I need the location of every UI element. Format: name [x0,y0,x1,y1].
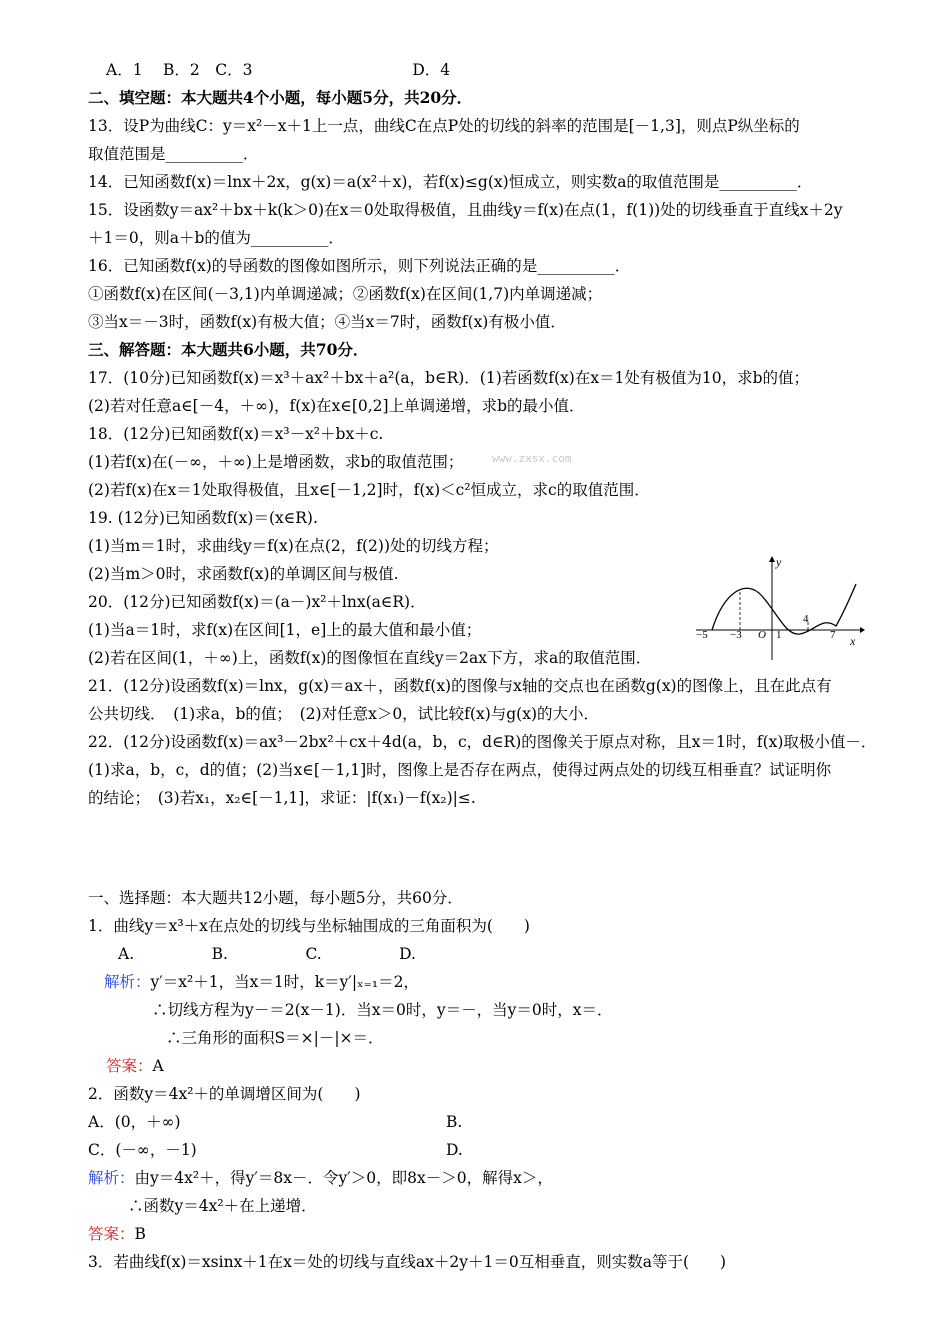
tick-1: 1 [776,629,782,641]
answer-value: A [152,1057,164,1075]
x-axis-arrow [860,627,865,633]
derivative-graph [690,552,865,662]
question-2-option-a: A．(0，＋∞) [88,1113,181,1131]
question-1-options: A. B. C. D. [118,945,416,963]
question-2: 2．函数y＝4x²＋的单调增区间为( ) [88,1085,361,1103]
analysis-label-2: 解析： [88,1169,135,1187]
tick-neg3: −3 [730,629,742,641]
question-13-cont: 取值范围是__________． [88,145,259,163]
answer-label-2: 答案： [88,1225,135,1243]
question-19: 19. (12分)已知函数f(x)＝(x∈R). [88,509,318,527]
watermark: www.zxsx.com [492,452,572,465]
analysis-label: 解析： [104,973,151,991]
question-1: 1．曲线y＝x³＋x在点处的切线与坐标轴围成的三角面积为( ) [88,917,530,935]
question-20-part2: (2)若在区间(1，＋∞)上，函数f(x)的图像恒在直线y＝2ax下方，求a的取值范围． [88,649,652,667]
analysis-text: y′＝x²＋1，当x＝1时，k＝y′|ₓ₌₁＝2， [150,973,419,991]
question-22-part3: 的结论； (3)若x₁，x₂∈[－1,1]，求证：|f(x₁)－f(x₂)|≤. [88,789,476,807]
question-16-items-1: ①函数f(x)在区间(－3,1)内单调递减；②函数f(x)在区间(1,7)内单调递减； [88,285,603,303]
question-17-part2: (2)若对任意a∈[－4，＋∞)，f(x)在x∈[0,2]上单调递增，求b的最小值． [88,397,585,415]
question-17: 17．(10分)已知函数f(x)＝x³＋ax²＋bx＋a²(a，b∈R)．(1)若函数f(x)在x＝1处有极值为10，求b的值； [88,369,810,387]
analysis-step-2: ∴切线方程为y－＝2(x－1)．当x＝0时，y＝－，当y＝0时，x＝． [152,1001,613,1019]
x-axis-label: x [850,634,856,648]
question-16-items-2: ③当x＝－3时，函数f(x)有极大值；④当x＝7时，函数f(x)有极小值． [88,313,566,331]
question-3: 3．若曲线f(x)＝xsinx＋1在x＝处的切线与直线ax＋2y＋1＝0互相垂直，则实数a等于( ) [88,1253,727,1271]
tick-origin: O [758,629,766,641]
section-heading-fill-in: 二、填空题：本大题共4个小题，每小题5分，共20分． [88,88,473,107]
question-2-option-d: D. [446,1141,463,1159]
derivative-curve [712,584,856,634]
answer-label: 答案： [106,1057,153,1075]
question-18-part1: (1)若f(x)在(－∞，＋∞)上是增函数，求b的取值范围； [88,453,464,471]
question-16: 16．已知函数f(x)的导函数的图像如图所示，则下列说法正确的是__________． [88,257,631,275]
question-20: 20．(12分)已知函数f(x)＝(a－)x²＋lnx(a∈R)． [88,593,426,611]
question-14: 14．已知函数f(x)＝lnx＋2x，g(x)＝a(x²＋x)，若f(x)≤g(x)恒成立，则实数a的取值范围是__________． [88,173,813,191]
y-axis-arrow [769,556,775,562]
tick-7: 7 [830,629,836,641]
analysis-text-2: 由y＝4x²＋，得y′＝8x－．令y′＞0，即8x－＞0，解得x＞， [134,1169,553,1187]
question-22: 22．(12分)设函数f(x)＝ax³－2bx²＋cx＋4d(a，b，c，d∈R)的图像关于原点对称，且x＝1时，f(x)取极小值－． [88,733,877,751]
question-2-option-c: C．(－∞，－1) [88,1141,197,1159]
question-21: 21．(12分)设函数f(x)＝lnx，g(x)＝ax＋，函数f(x)的图像与x轴的交点也在函数g(x)的图像上，且在此点有 [88,677,832,695]
question-18: 18．(12分)已知函数f(x)＝x³－x²＋bx＋c. [88,425,384,443]
question-15: 15．设函数y＝ax²＋bx＋k(k＞0)在x＝0处取得极值，且曲线y＝f(x)在点(1，f(1))处的切线垂直于直线x＋2y [88,201,843,219]
analysis-step-2b: ∴函数y＝4x²＋在上递增． [128,1197,317,1215]
options-line: A．1 B．2 C．3 D．4 [106,61,451,79]
question-22-part1: (1)求a，b，c，d的值；(2)当x∈[－1,1]时，图像上是否存在两点，使得过两点处的切线互相垂直？试证明你 [88,761,832,779]
question-18-part2: (2)若f(x)在x＝1处取得极值，且x∈[－1,2]时，f(x)＜c²恒成立，求c的取值范围． [88,481,650,499]
question-13: 13．设P为曲线C：y＝x²－x＋1上一点，曲线C在点P处的切线的斜率的范围是[－1,3]，则点P纵坐标的 [88,117,800,135]
y-axis-label: y [776,555,782,569]
tick-4: 4 [803,613,809,625]
question-15-cont: ＋1＝0，则a＋b的值为__________． [88,229,344,247]
tick-neg5: −5 [696,629,708,641]
question-20-part1: (1)当a＝1时，求f(x)在区间[1，e]上的最大值和最小值； [88,621,482,639]
section-heading-choice: 一、选择题：本大题共12小题，每小题5分，共60分． [88,889,463,907]
question-2-option-b: B. [446,1113,463,1131]
question-19-part1: (1)当m＝1时，求曲线y＝f(x)在点(2，f(2))处的切线方程； [88,537,499,555]
section-heading-solutions: 三、解答题：本大题共6小题，共70分． [88,340,369,359]
analysis-step-3: ∴三角形的面积S＝×|－|×＝． [166,1029,384,1047]
question-19-part2: (2)当m＞0时，求函数f(x)的单调区间与极值. [88,565,399,583]
answer-value-2: B [134,1225,146,1243]
question-21-cont: 公共切线． (1)求a，b的值； (2)对任意x＞0，试比较f(x)与g(x)的大小． [88,705,600,723]
